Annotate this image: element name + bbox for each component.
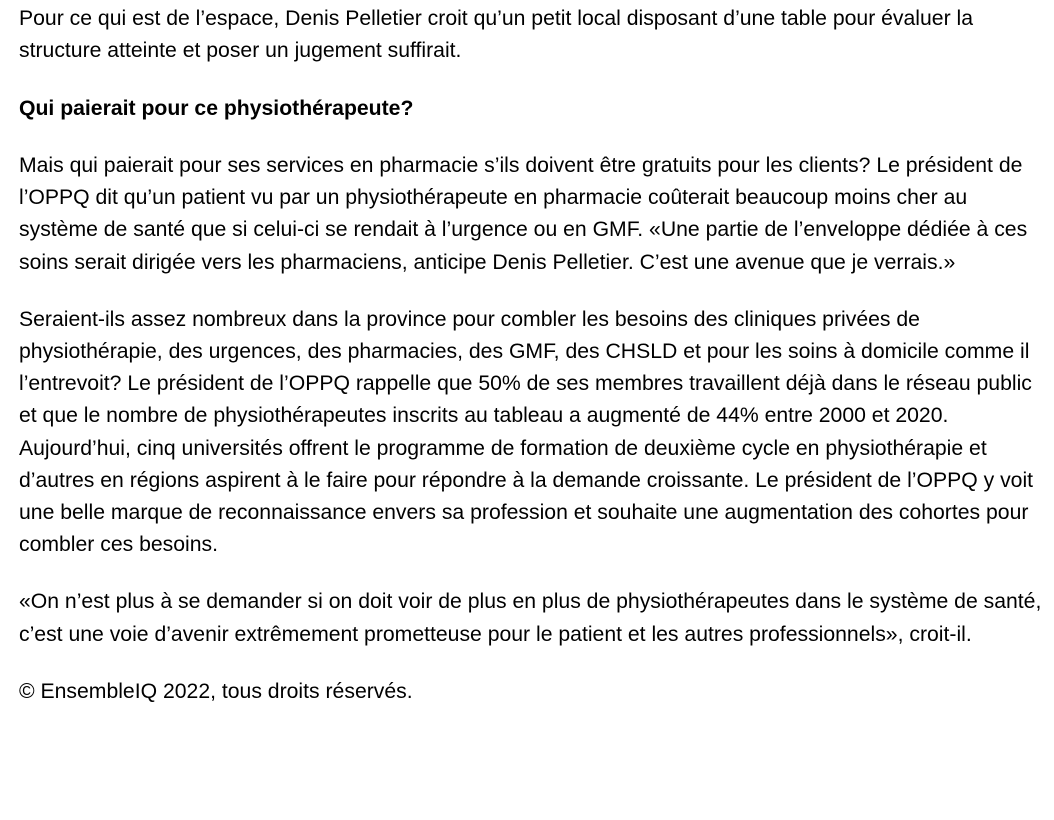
paragraph-numbers: Seraient-ils assez nombreux dans la province pour combler les besoins des cliniques privées de physiothérapie, des urgences, des pharmacies, des GMF, des CHSLD et pour les soins à domicile comme il l’entrevoit? Le président de l’OPPQ rappelle que 50% de ses membres travaillent déjà dans le réseau public et que le nombre de physiothérapeutes inscrits au tableau a augmenté de 44% entre 2000 et 2020. Aujourd’hui, cinq universités offrent le programme de formation de deuxième cycle en physiothérapie et d’autres en régions aspirent à le faire pour répondre à la demande croissante. Le président de l’OPPQ y voit une belle marque de reconnaissance envers sa profession et souhaite une augmentation des cohortes pour combler ces besoins. bbox=[19, 308, 1034, 556]
paragraph-quote: «On n’est plus à se demander si on doit voir de plus en plus de physiothérapeutes dans le système de santé, c’est une voie d’avenir extrêmement prometteuse pour le patient et les autres professionnels», croit-il. bbox=[19, 590, 1042, 646]
paragraph-space: Pour ce qui est de l’espace, Denis Pelletier croit qu’un petit local disposant d’une table pour évaluer la structure atteinte et poser un jugement suffirait. bbox=[19, 7, 974, 63]
copyright-notice: © EnsembleIQ 2022, tous droits réservés. bbox=[19, 680, 413, 704]
paragraph-payment: Mais qui paierait pour ses services en pharmacie s’ils doivent être gratuits pour les clients? Le président de l’OPPQ dit qu’un patient vu par un physiothérapeute en pharmacie coûterait beaucoup moins cher au système de santé que si celui-ci se rendait à l’urgence ou en GMF. «Une partie de l’enveloppe dédiée à ces soins serait dirigée vers les pharmaciens, anticipe Denis Pelletier. C’est une avenue que je verrais.» bbox=[19, 154, 1028, 274]
section-heading-payment: Qui paierait pour ce physiothérapeute? bbox=[19, 96, 414, 120]
